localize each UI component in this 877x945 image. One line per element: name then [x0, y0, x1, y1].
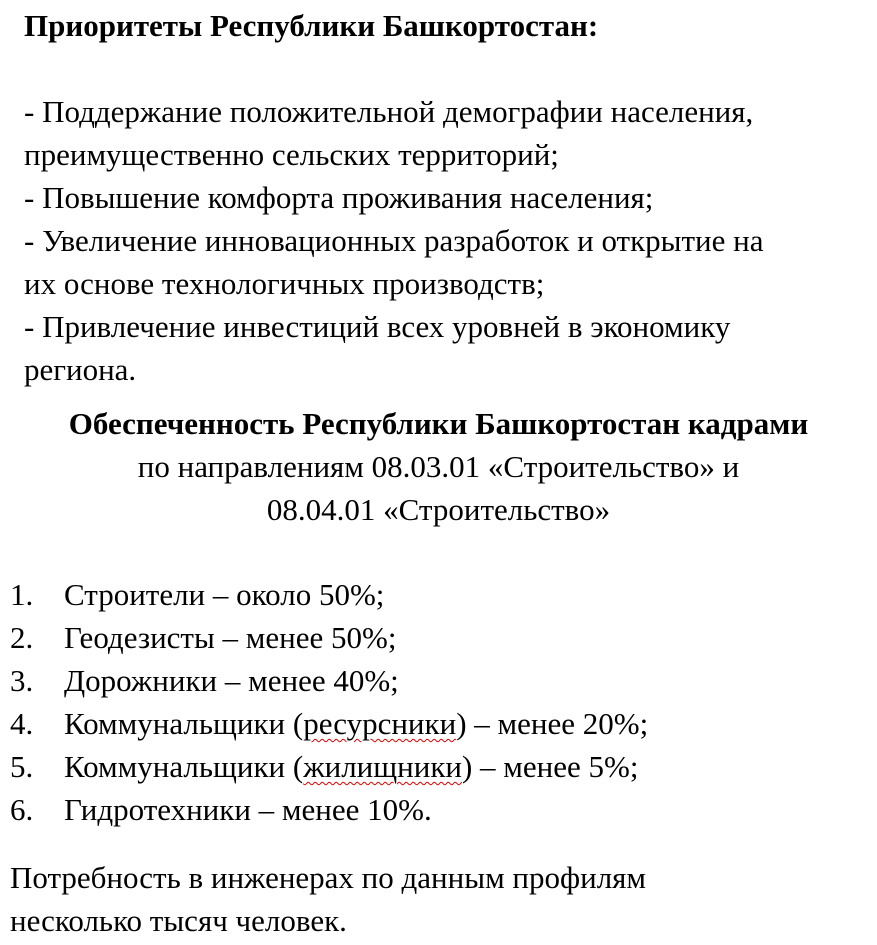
priority-line: - Повышение комфорта проживания населения;	[24, 180, 654, 215]
spellcheck-word[interactable]: жилищники	[303, 749, 462, 784]
item-text: Геодезисты – менее 50%;	[64, 620, 397, 655]
priority-line: - Привлечение инвестиций всех уровней в экономику	[24, 309, 731, 344]
priority-line: преимущественно сельских территорий;	[24, 137, 559, 172]
item-text: Дорожники – менее 40%;	[64, 663, 399, 698]
item-number: 6.	[10, 792, 34, 827]
item-text: Коммунальщики (	[64, 749, 304, 784]
list-item	[10, 702, 648, 745]
priorities-list	[24, 90, 763, 391]
staffing-subtitle-1: по направлениям 08.03.01 «Строительство» и	[137, 449, 740, 484]
item-number: 5.	[10, 749, 34, 784]
item-number: 4.	[10, 706, 34, 741]
item-number: 2.	[10, 620, 34, 655]
list-item	[10, 745, 648, 788]
item-text: ) – менее 20%;	[456, 706, 649, 741]
priority-line: - Поддержание положительной демографии населения,	[24, 94, 754, 129]
item-number: 3.	[10, 663, 34, 698]
item-number: 1.	[10, 577, 34, 612]
item-text: ) – менее 5%;	[461, 749, 639, 784]
item-text: Коммунальщики (	[64, 706, 304, 741]
need-line-2: несколько тысяч человек.	[10, 903, 347, 938]
item-text: Гидротехники – менее 10%.	[64, 792, 432, 827]
priorities-title: Приоритеты Республики Башкортостан:	[24, 8, 599, 43]
item-text: Строители – около 50%;	[64, 577, 385, 612]
list-item	[10, 616, 648, 659]
list-item	[10, 573, 648, 616]
list-item	[10, 788, 648, 831]
staffing-title: Обеспеченность Республики Башкортостан кадрами	[68, 406, 809, 441]
priority-line: региона.	[24, 352, 137, 387]
staffing-list	[10, 573, 648, 831]
spellcheck-word[interactable]: ресурсники	[303, 706, 457, 741]
list-item	[10, 659, 648, 702]
priority-line: их основе технологичных производств;	[24, 266, 545, 301]
staffing-subtitle-2: 08.04.01 «Строительство»	[266, 492, 611, 527]
priority-line: - Увеличение инновационных разработок и открытие на	[24, 223, 764, 258]
need-line-1: Потребность в инженерах по данным профилям	[10, 860, 647, 895]
